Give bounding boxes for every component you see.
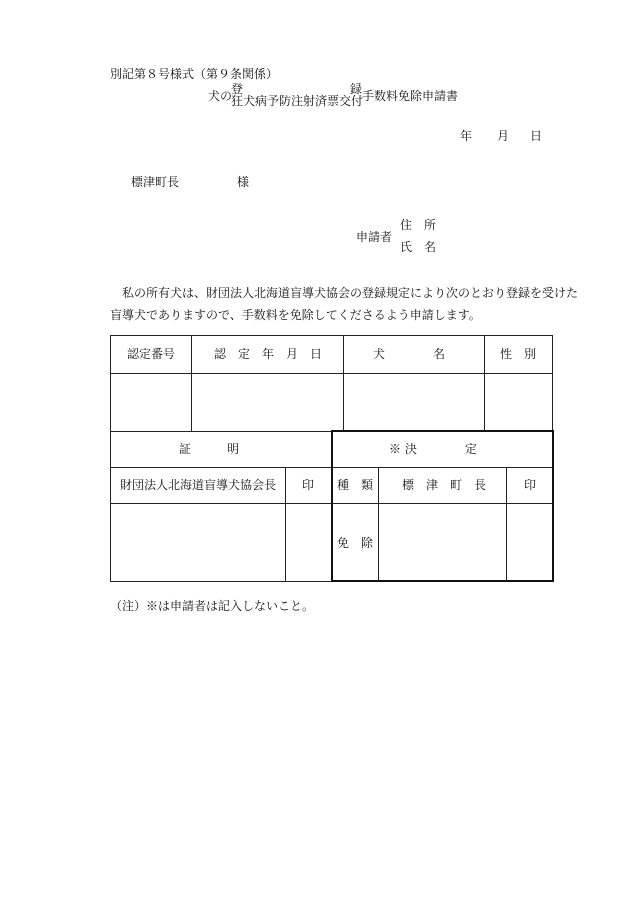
certification-seal: 印	[302, 478, 315, 492]
applicant-label: 申請者	[356, 230, 393, 244]
input-dog-name[interactable]	[344, 374, 484, 430]
title-stack-bottom: 狂犬病予防注射済票交付	[231, 94, 364, 108]
date-day: 日	[530, 129, 543, 143]
title-stack-top2: 録	[350, 82, 363, 96]
decision-exemption: 免 除	[337, 536, 374, 550]
decision-title: ※ 決 定	[389, 442, 477, 456]
applicant-address-label: 住 所	[400, 218, 437, 232]
header-cert-number: 認定番号	[127, 347, 176, 361]
input-cert-number[interactable]	[111, 374, 191, 430]
header-dog-name: 犬 名	[373, 347, 446, 361]
certification-signature-area[interactable]	[111, 504, 285, 581]
body-text-line1: 私の所有犬は、財団法人北海道盲導犬協会の登録規定により次のとおり登録を受けた	[122, 286, 579, 300]
addressee-honorific: 様	[237, 175, 250, 189]
footnote: （注）※は申請者は記入しないこと。	[110, 599, 315, 613]
decision-mayor: 標 津 町 長	[402, 478, 487, 492]
title-stack-top: 登	[231, 82, 244, 96]
certification-association: 財団法人北海道盲導犬協会長	[120, 478, 277, 492]
certification-seal-area[interactable]	[286, 504, 331, 581]
decision-seal-area[interactable]	[507, 504, 552, 580]
decision-mayor-area[interactable]	[379, 504, 506, 580]
date-month: 月	[497, 129, 510, 143]
input-cert-date[interactable]	[192, 374, 343, 430]
body-text-line2: 盲導犬でありますので、手数料を免除してくださるよう申請します。	[110, 308, 481, 322]
title-suffix: 手数料免除申請書	[362, 89, 459, 103]
header-cert-date: 認 定 年 月 日	[214, 347, 323, 361]
addressee-name: 標津町長	[131, 175, 180, 189]
certification-title: 証 明	[179, 442, 240, 456]
title-prefix: 犬の	[208, 89, 233, 103]
decision-type-label: 種 類	[337, 478, 374, 492]
input-sex[interactable]	[485, 374, 552, 430]
decision-seal: 印	[524, 478, 537, 492]
date-year: 年	[460, 129, 473, 143]
applicant-name-label: 氏 名	[400, 240, 437, 254]
form-number: 別記第８号様式（第９条関係）	[110, 67, 279, 81]
header-sex: 性 別	[500, 347, 537, 361]
